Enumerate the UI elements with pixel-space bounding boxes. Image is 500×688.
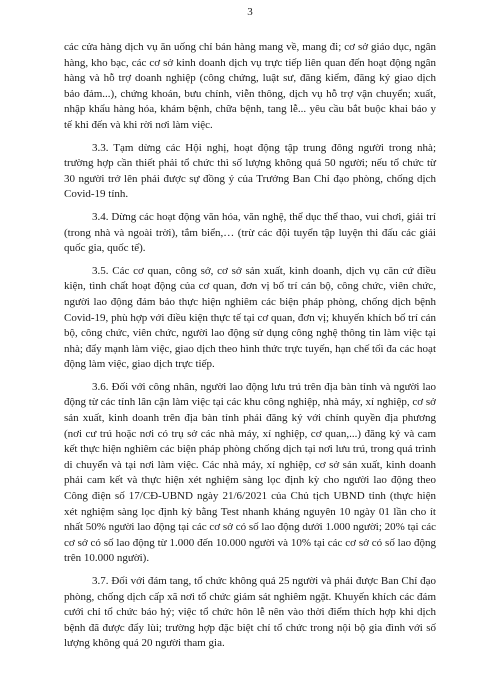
paragraph-3-7: 3.7. Đối với đám tang, tổ chức không quá 25 người và phải được Ban Chỉ đạo phòng, chống dịch cấp xã nơi tổ chức giám sát nghiêm ngặt. Khuyến khích các đám cưới chỉ tổ chức báo hỷ; việc tổ chức hôn lễ nên vào thời điểm thích hợp khi dịch bệnh đã được đẩy lùi; trường hợp đặc biệt chỉ tổ chức trong nội bộ gia đình với số lượng không quá 20 người tham gia.	[64, 575, 436, 650]
paragraph-continuation: các cửa hàng dịch vụ ăn uống chỉ bán hàng mang về, mang đi; cơ sở giáo dục, ngân hàng, kho bạc, các cơ sở kinh doanh dịch vụ trực tiếp liên quan đến hoạt động ngân hàng và hỗ trợ doanh nghiệp (công chứng, luật sư, đăng kiểm, đăng ký giao dịch bảo đảm...), chứng khoán, bưu chính, viễn thông, dịch vụ hỗ trợ vận chuyển; xuất, nhập khẩu hàng hóa, khám bệnh, chữa bệnh, tang lễ... yêu cầu bắt buộc khai báo y tế khi đến và khi rời nơi làm việc.	[64, 41, 436, 131]
paragraph-3-4: 3.4. Dừng các hoạt động văn hóa, văn nghệ, thể dục thể thao, vui chơi, giải trí (trong nhà và ngoài trời), tắm biển,… (trừ các đội tuyển tập luyện thi đấu các giải quốc gia, quốc tế).	[64, 210, 436, 255]
paragraph-3-6: 3.6. Đối với công nhân, người lao động lưu trú trên địa bàn tỉnh và người lao động từ các tỉnh lân cận làm việc tại các khu công nghiệp, nhà máy, xí nghiệp, cơ sở sản xuất, kinh doanh trên địa bàn tỉnh phải đăng ký với chính quyền địa phương (nơi cư trú hoặc nơi có trụ sở các nhà máy, xí nghiệp, cơ quan,...) đăng ký và cam kết thực hiện nghiêm các biện pháp phòng chống dịch tại nơi lưu trú, trong quá trình di chuyển và tại nơi làm việc. Các nhà máy, xí nghiệp, cơ sở sản xuất, kinh doanh phải cam kết và thực hiện xét nghiệm sàng lọc định kỳ cho người lao động theo Công điện số 17/CĐ-UBND ngày 21/6/2021 của Chủ tịch UBND tỉnh (thực hiện xét nghiệm sàng lọc định kỳ bằng Test nhanh kháng nguyên 10 ngày 01 lần cho ít nhất 50% người lao động tại các cơ sở có số lao động dưới 1.000 người; 20% tại các cơ sở có số lao động từ 1.000 đến 10.000 người và 10% tại các cơ sở có số lao động trên 10.000 người).	[64, 380, 436, 565]
document-body	[64, 40, 436, 659]
paragraph-3-5: 3.5. Các cơ quan, công sở, cơ sở sản xuất, kinh doanh, dịch vụ căn cứ điều kiện, tình chất hoạt động của cơ quan, đơn vị bố trí cán bộ, công chức, viên chức, người lao động đảm bảo thực hiện nghiêm các biện pháp phòng, chống dịch bệnh Covid-19, phù hợp với điều kiện thực tế tại cơ quan, đơn vị; khuyến khích bố trí cán bộ, công chức, viên chức, người lao động sử dụng công nghệ thông tin làm việc tại nhà; đẩy mạnh làm việc, giao dịch theo hình thức trực tuyến, hạn chế tối đa các hoạt động làm việc, giao dịch trực tiếp.	[64, 264, 436, 371]
paragraph-3-3: 3.3. Tạm dừng các Hội nghị, hoạt động tập trung đông người trong nhà; trường hợp cần thiết phải tổ chức thì số lượng không quá 50 người; nếu tổ chức từ 30 người trở lên phải được sự đồng ý của Trưởng Ban Chỉ đạo phòng, chống dịch Covid-19 tỉnh.	[64, 141, 436, 201]
page-number: 3	[247, 6, 253, 18]
